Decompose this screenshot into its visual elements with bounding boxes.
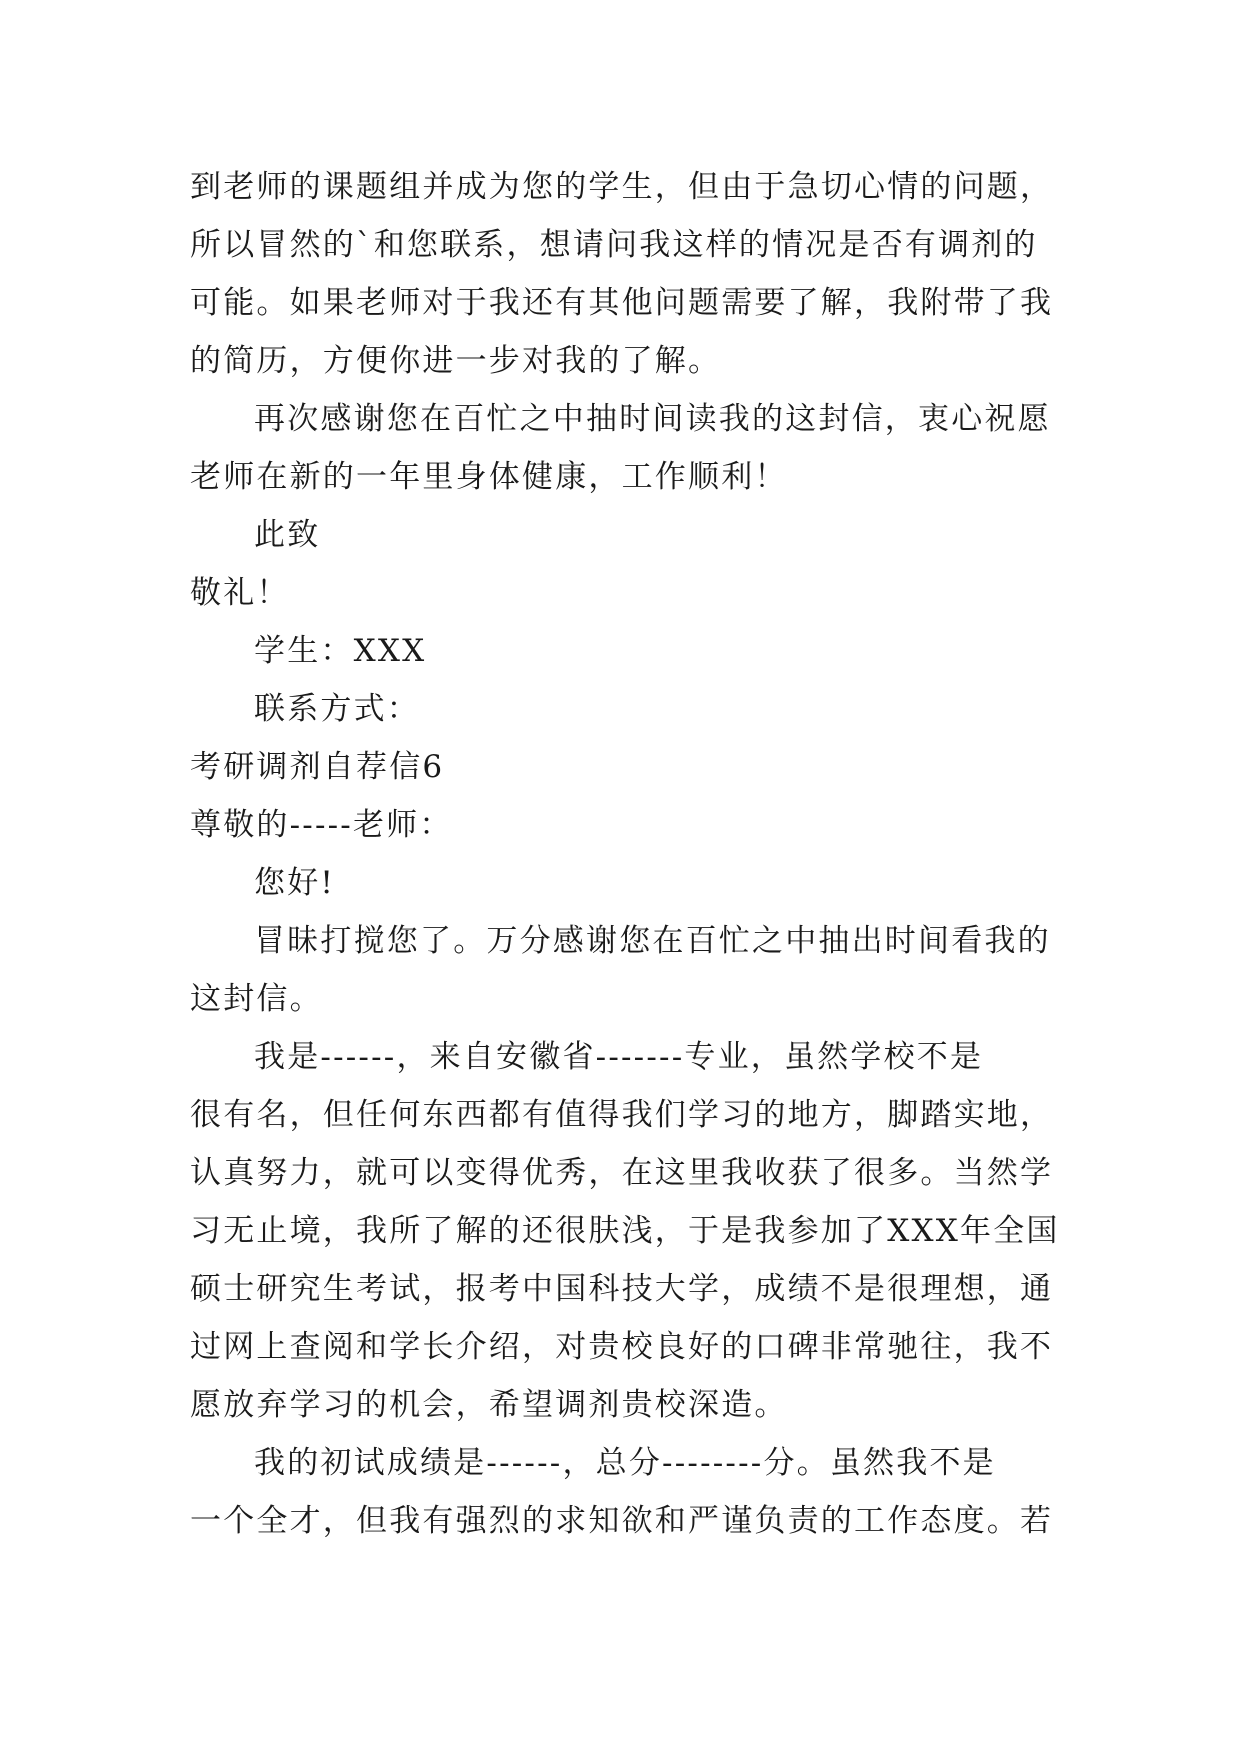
text-line-4: 的简历，方便你进一步对我的了解。	[190, 343, 722, 379]
closing-salutation: 此致	[254, 517, 321, 553]
section-title: 考研调剂自荐信6	[190, 749, 445, 785]
text-line-1: 到老师的课题组并成为您的学生，但由于急切心情的问题，	[190, 169, 1054, 205]
text-line-15: 这封信。	[190, 981, 323, 1017]
text-line-6: 老师在新的一年里身体健康，工作顺利！	[190, 459, 788, 495]
text-line-24: 一个全才，但我有强烈的求知欲和严谨负责的工作态度。若	[190, 1503, 1054, 1539]
closing-regards: 敬礼！	[190, 575, 290, 611]
text-line-22: 愿放弃学习的机会，希望调剂贵校深造。	[190, 1387, 788, 1423]
text-line-21: 过网上查阅和学长介绍，对贵校良好的口碑非常驰往，我不	[190, 1329, 1054, 1365]
text-line-18: 认真努力，就可以变得优秀，在这里我收获了很多。当然学	[190, 1155, 1054, 1191]
signature-contact: 联系方式：	[254, 691, 420, 727]
text-line-20: 硕士研究生考试，报考中国科技大学，成绩不是很理想，通	[190, 1271, 1054, 1307]
text-line-2: 所以冒然的`和您联系，想请问我这样的情况是否有调剂的	[190, 227, 1038, 263]
letter-greeting: 尊敬的-----老师：	[190, 807, 453, 843]
text-line-23: 我的初试成绩是------，总分--------分。虽然我不是	[254, 1445, 996, 1481]
text-line-16: 我是------，来自安徽省-------专业，虽然学校不是	[254, 1039, 984, 1075]
signature-student: 学生：XXX	[254, 633, 427, 669]
text-line-17: 很有名，但任何东西都有值得我们学习的地方，脚踏实地，	[190, 1097, 1054, 1133]
text-line-19: 习无止境，我所了解的还很肤浅，于是我参加了XXX年全国	[190, 1213, 1060, 1249]
text-line-14: 冒昧打搅您了。万分感谢您在百忙之中抽出时间看我的	[254, 923, 1051, 959]
text-line-5: 再次感谢您在百忙之中抽时间读我的这封信，衷心祝愿	[254, 401, 1051, 437]
letter-hello: 您好!	[254, 865, 336, 901]
text-line-3: 可能。如果老师对于我还有其他问题需要了解，我附带了我	[190, 285, 1054, 321]
